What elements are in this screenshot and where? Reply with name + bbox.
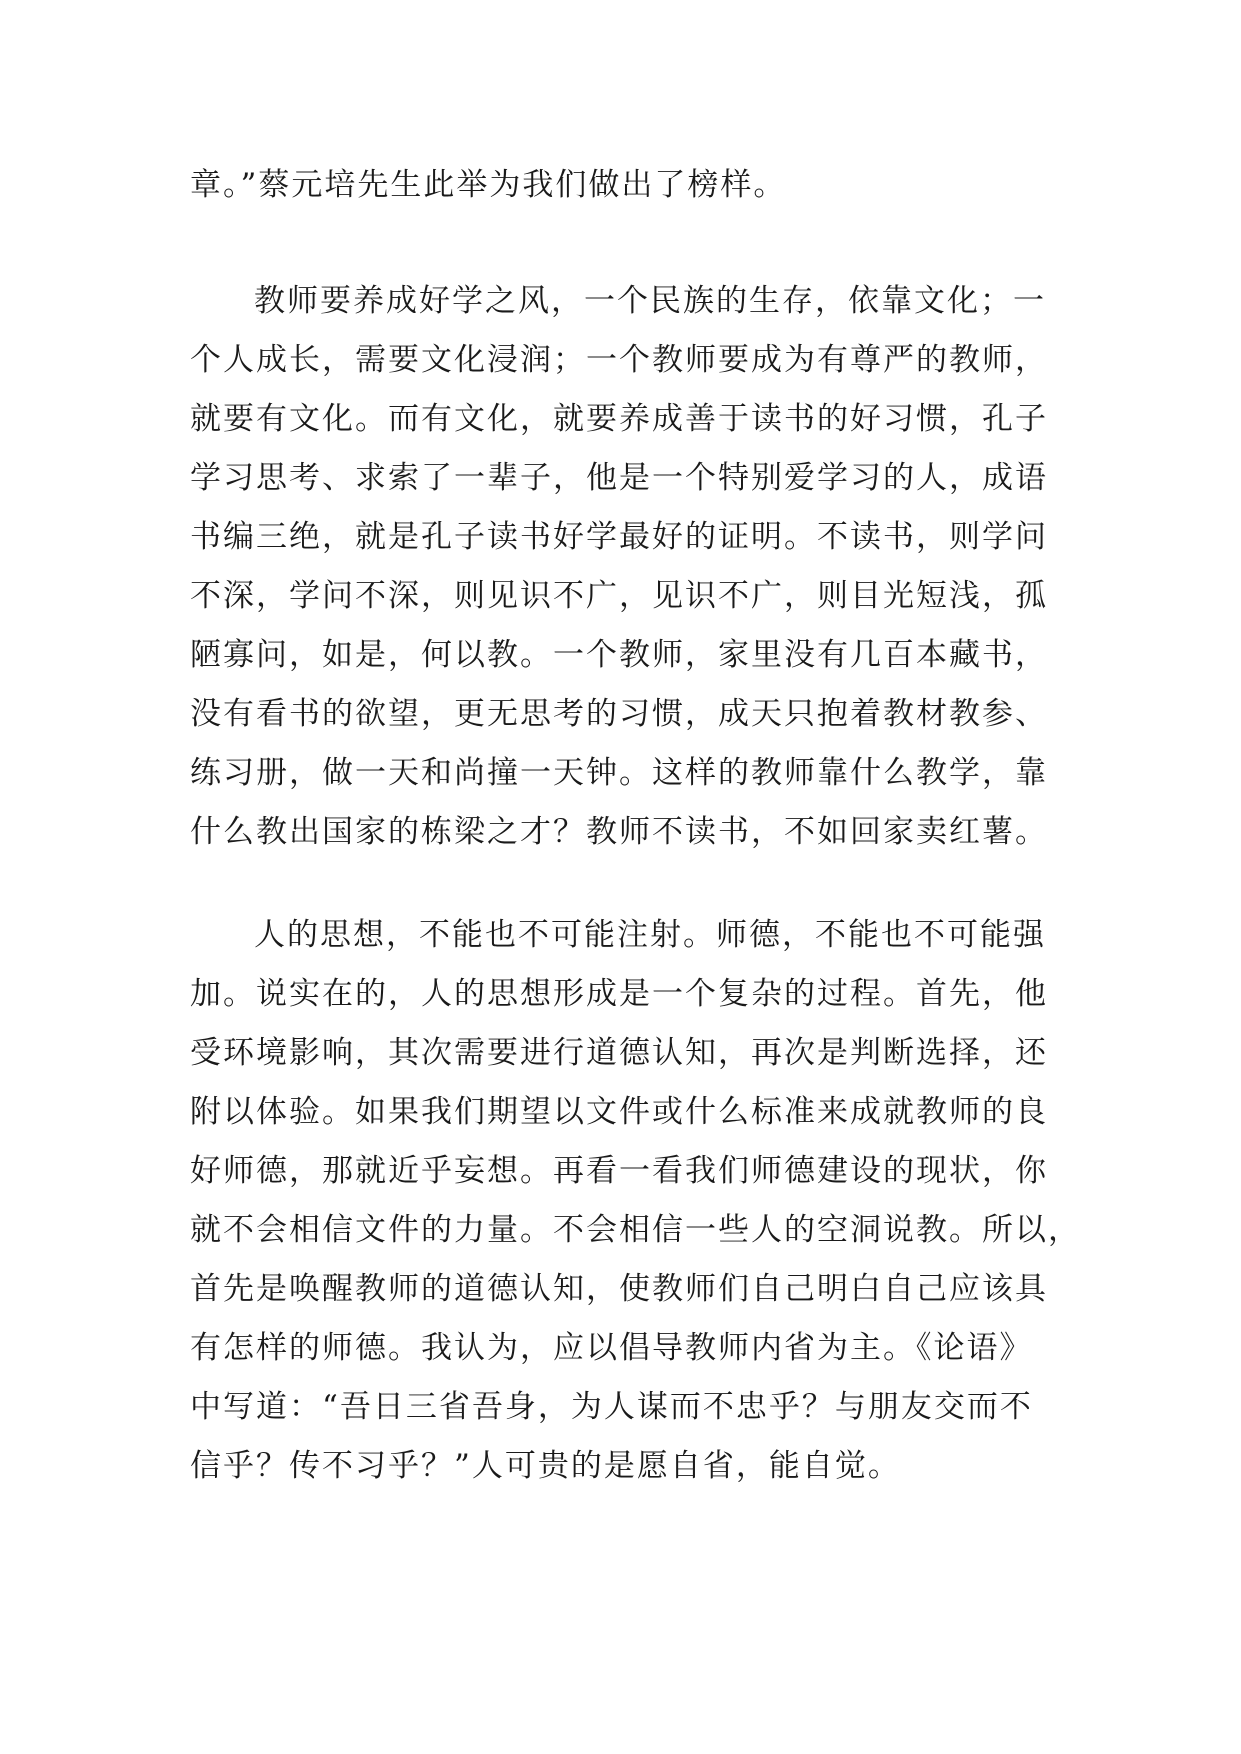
text-line: 练习册，做一天和尚撞一天钟。这样的教师靠什么教学，靠 — [190, 755, 1048, 791]
text-line: 学习思考、求索了一辈子，他是一个特别爱学习的人，成语 — [190, 460, 1048, 496]
text-line: 人的思想，不能也不可能注射。师德，不能也不可能强 — [254, 917, 1046, 953]
text-line: 就不会相信文件的力量。不会相信一些人的空洞说教。所以， — [190, 1212, 1081, 1248]
text-line: 书编三绝，就是孔子读书好学最好的证明。不读书，则学问 — [190, 519, 1048, 555]
text-line: 章。”蔡元培先生此举为我们做出了榜样。 — [190, 167, 787, 203]
text-line: 就要有文化。而有文化，就要养成善于读书的好习惯，孔子 — [190, 401, 1048, 437]
text-line: 陋寡问，如是，何以教。一个教师，家里没有几百本藏书， — [190, 637, 1048, 673]
paragraph-teacher-ethics — [190, 906, 1081, 1496]
text-line: 附以体验。如果我们期望以文件或什么标准来成就教师的良 — [190, 1094, 1048, 1130]
text-line: 什么教出国家的栋梁之才？教师不读书，不如回家卖红薯。 — [190, 814, 1048, 850]
text-line: 有怎样的师德。我认为，应以倡导教师内省为主。《论语》 — [190, 1330, 1033, 1366]
text-line: 没有看书的欲望，更无思考的习惯，成天只抱着教材教参、 — [190, 696, 1048, 732]
paragraph-reading-habit — [190, 272, 1070, 862]
paragraph-continuation — [190, 156, 1070, 215]
text-line: 中写道：“吾日三省吾身，为人谋而不忠乎？与朋友交而不 — [190, 1389, 1033, 1425]
text-line: 首先是唤醒教师的道德认知，使教师们自己明白自己应该具 — [190, 1271, 1048, 1307]
text-line: 加。说实在的，人的思想形成是一个复杂的过程。首先，他 — [190, 976, 1048, 1012]
text-line: 受环境影响，其次需要进行道德认知，再次是判断选择，还 — [190, 1035, 1048, 1071]
text-line: 教师要养成好学之风，一个民族的生存，依靠文化；一 — [254, 283, 1046, 319]
text-line: 好师德，那就近乎妄想。再看一看我们师德建设的现状，你 — [190, 1153, 1048, 1189]
text-line: 信乎？传不习乎？”人可贵的是愿自省，能自觉。 — [190, 1448, 901, 1484]
text-line: 个人成长，需要文化浸润；一个教师要成为有尊严的教师， — [190, 342, 1048, 378]
text-line: 不深，学问不深，则见识不广，见识不广，则目光短浅，孤 — [190, 578, 1048, 614]
